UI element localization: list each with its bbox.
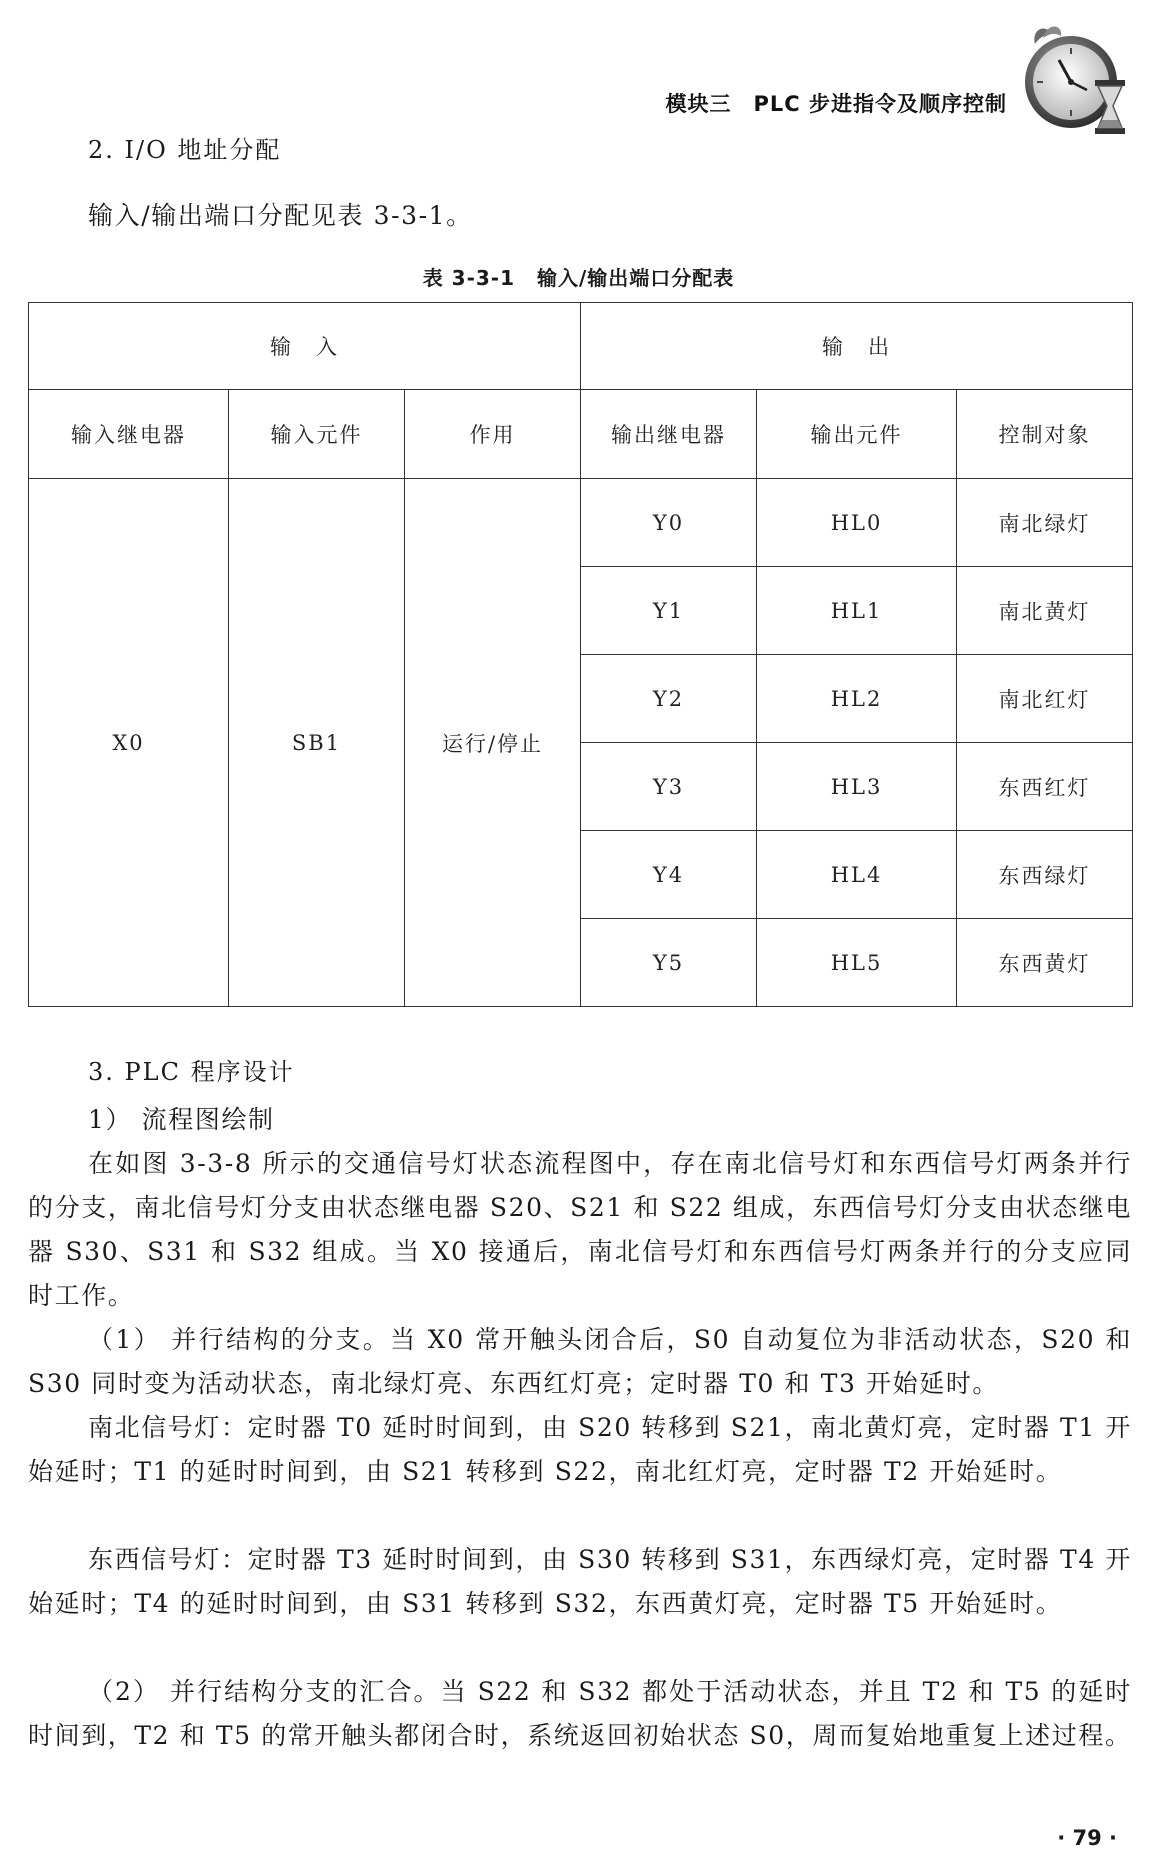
column-header: 输入元件 <box>229 390 405 479</box>
control-target-cell: 南北红灯 <box>957 655 1133 743</box>
column-header: 控制对象 <box>957 390 1133 479</box>
table-caption <box>0 262 1157 291</box>
output-element-cell: HL4 <box>757 831 957 919</box>
output-relay-cell: Y5 <box>581 919 757 1007</box>
column-header: 输入继电器 <box>29 390 229 479</box>
subsection-heading-flowchart: 1） 流程图绘制 <box>88 1105 275 1134</box>
output-relay-cell: Y3 <box>581 743 757 831</box>
column-header: 作用 <box>405 390 581 479</box>
control-target-cell: 东西黄灯 <box>957 919 1133 1007</box>
paragraph-parallel-merge: （2） 并行结构分支的汇合。当 S22 和 S32 都处于活动状态，并且 T2 和 T5 的延时时间到，T2 和 T5 的常开触头都闭合时，系统返回初始状态 S0，周而复始地重复上述过程。 <box>28 1677 1132 1750</box>
output-element-cell: HL0 <box>757 479 957 567</box>
output-element-cell: HL2 <box>757 655 957 743</box>
output-relay-cell: Y0 <box>581 479 757 567</box>
output-element-cell: HL3 <box>757 743 957 831</box>
output-relay-cell: Y4 <box>581 831 757 919</box>
column-header: 输出元件 <box>757 390 957 479</box>
io-table <box>28 302 1133 1007</box>
section-heading-program: 3. PLC 程序设计 <box>88 1058 295 1086</box>
table-caption-title: 输入/输出端口分配表 <box>537 266 735 290</box>
column-header: 输出继电器 <box>581 390 757 479</box>
table-row <box>29 479 1133 567</box>
input-relay-cell: X0 <box>29 479 229 1007</box>
input-function-cell: 运行/停止 <box>405 479 581 1007</box>
control-target-cell: 南北绿灯 <box>957 479 1133 567</box>
running-header: 模块三 PLC 步进指令及顺序控制 <box>665 92 1007 116</box>
section-heading-io: 2. I/O 地址分配 <box>88 136 282 164</box>
paragraph-ew-signal: 东西信号灯：定时器 T3 延时时间到，由 S30 转移到 S31，东西绿灯亮，定时器 T4 开始延时；T4 的延时时间到，由 S31 转移到 S32，东西黄灯亮，定时器 T5 开始延时。 <box>28 1545 1132 1618</box>
input-element-cell: SB1 <box>229 479 405 1007</box>
table-caption-number: 表 3-3-1 <box>422 266 515 290</box>
output-element-cell: HL1 <box>757 567 957 655</box>
control-target-cell: 东西红灯 <box>957 743 1133 831</box>
page-number: · 79 · <box>1057 1826 1117 1850</box>
output-element-cell: HL5 <box>757 919 957 1007</box>
group-input-header: 输 入 <box>29 303 581 390</box>
paragraph-ns-signal: 南北信号灯：定时器 T0 延时时间到，由 S20 转移到 S21，南北黄灯亮，定时器 T1 开始延时；T1 的延时时间到，由 S21 转移到 S22，南北红灯亮，定时器 T2 开始延时。 <box>28 1413 1132 1486</box>
paragraph-flowchart: 在如图 3-3-8 所示的交通信号灯状态流程图中，存在南北信号灯和东西信号灯两条并行的分支，南北信号灯分支由状态继电器 S20、S21 和 S22 组成，东西信号灯分支由状态继电器 S30、S31 和 S32 组成。当 X0 接通后，南北信号灯和东西信号灯两条并行的分支应同时工作。 <box>28 1149 1132 1310</box>
control-target-cell: 南北黄灯 <box>957 567 1133 655</box>
paragraph-parallel-branch: （1） 并行结构的分支。当 X0 常开触头闭合后，S0 自动复位为非活动状态，S20 和 S30 同时变为活动状态，南北绿灯亮、东西红灯亮；定时器 T0 和 T3 开始延时。 <box>28 1325 1132 1398</box>
control-target-cell: 东西绿灯 <box>957 831 1133 919</box>
clock-hourglass-icon <box>1017 20 1135 138</box>
output-relay-cell: Y1 <box>581 567 757 655</box>
output-relay-cell: Y2 <box>581 655 757 743</box>
io-intro: 输入/输出端口分配见表 3-3-1。 <box>88 201 473 230</box>
group-output-header: 输 出 <box>581 303 1133 390</box>
